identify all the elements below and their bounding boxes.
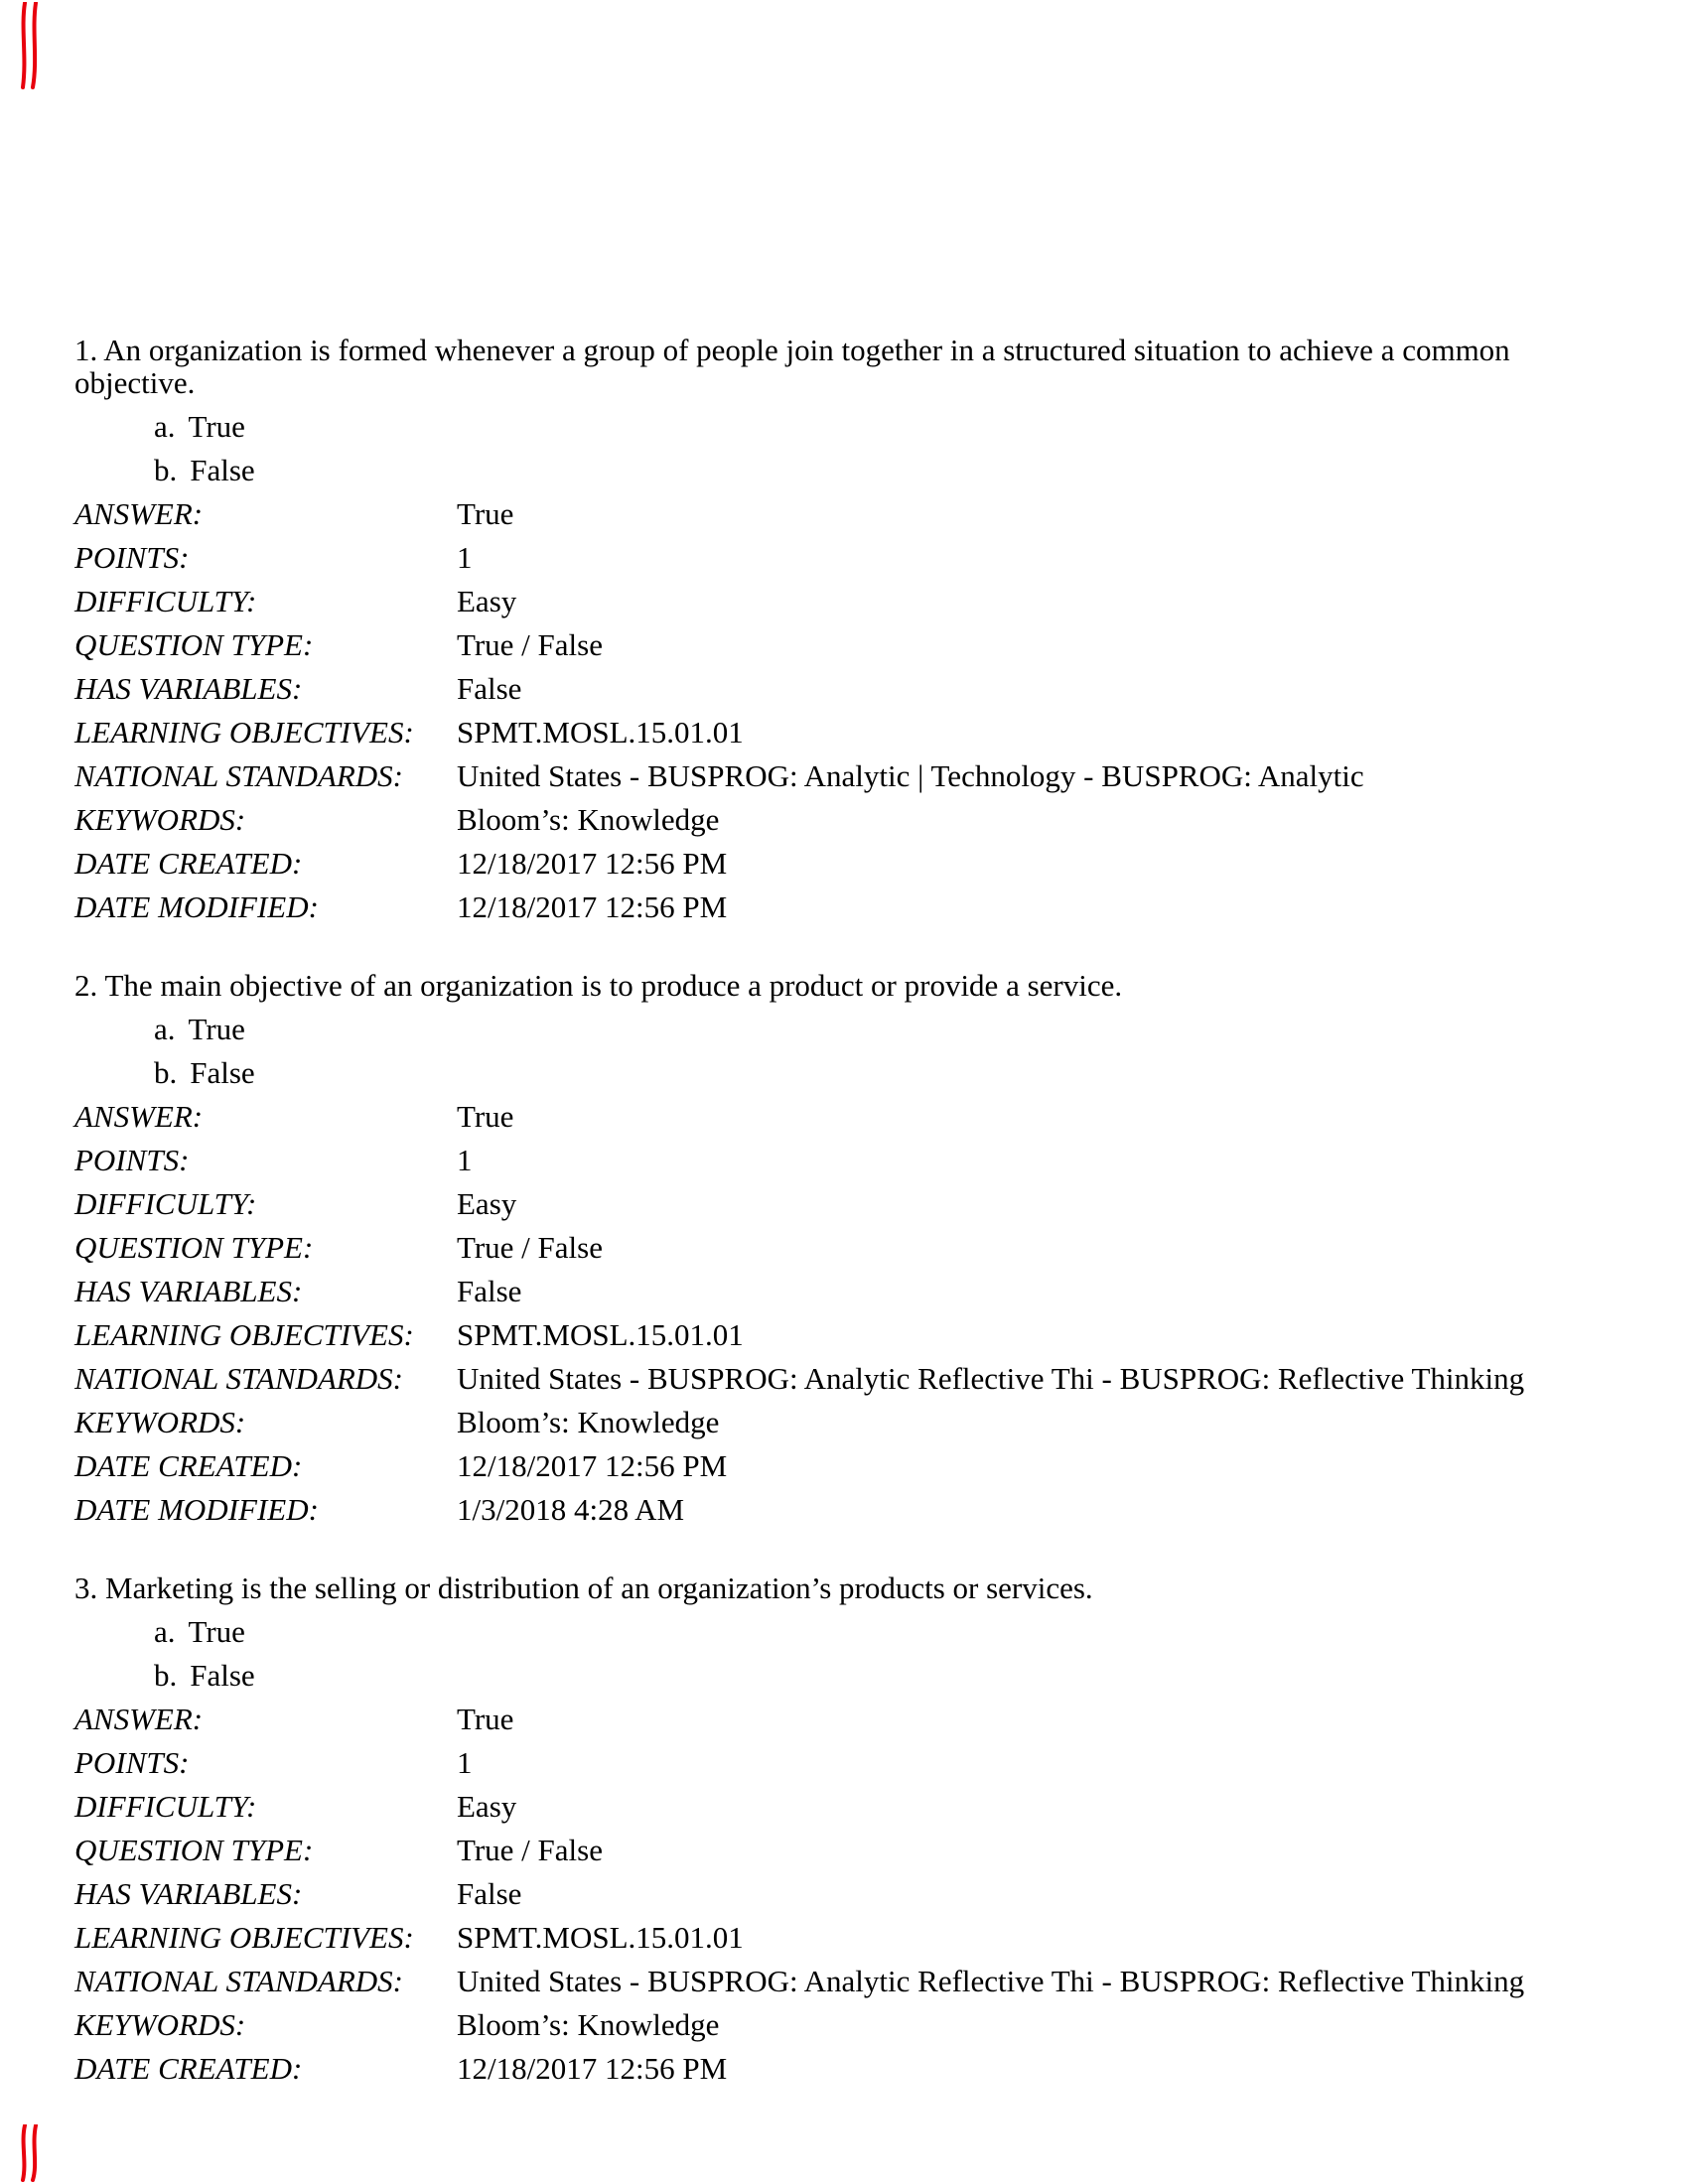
question-number: 2. [74,968,98,1003]
meta-label: LEARNING OBJECTIVES: [74,1317,414,1352]
meta-row-date-created [74,2052,1618,2085]
meta-value: Bloom’s: Knowledge [457,2007,720,2042]
red-pen-mark-bottom-icon [18,2124,44,2182]
answer-option-a [154,1615,1618,1648]
answer-option-b [154,454,1618,486]
option-letter: b. [154,1658,178,1693]
option-letter: a. [154,409,176,444]
question-block-3 [74,1571,1618,2085]
question-text [74,334,1618,399]
meta-value: True / False [457,1833,603,1867]
option-letter: b. [154,1055,178,1090]
meta-value: Easy [457,584,517,618]
option-label: True [188,409,245,444]
meta-row-answer [74,497,1618,530]
meta-value: SPMT.MOSL.15.01.01 [457,1920,744,1955]
meta-value: True [457,1099,514,1134]
question-number: 1. [74,333,98,367]
question-body: Marketing is the selling or distribution of an organization’s products or services. [105,1570,1093,1605]
meta-value: United States - BUSPROG: Analytic | Technology - BUSPROG: Analytic [457,758,1364,793]
red-pen-mark-top-icon [18,2,44,89]
meta-label: NATIONAL STANDARDS: [74,758,403,793]
option-label: True [188,1614,245,1649]
meta-row-date-modified [74,1493,1618,1526]
meta-row-points [74,1746,1618,1779]
question-body: The main objective of an organization is to produce a product or provide a service. [104,968,1123,1003]
meta-row-answer [74,1703,1618,1735]
meta-value: False [457,1274,522,1308]
meta-value: 1 [457,540,473,575]
meta-row-keywords [74,1406,1618,1438]
option-letter: a. [154,1614,176,1649]
meta-row-learning-objectives [74,716,1618,749]
meta-label: DIFFICULTY: [74,584,257,618]
meta-row-learning-objectives [74,1921,1618,1954]
meta-value: Easy [457,1789,517,1824]
meta-label: NATIONAL STANDARDS: [74,1964,403,1998]
option-label: False [190,1055,255,1090]
meta-label: DIFFICULTY: [74,1789,257,1824]
meta-label: LEARNING OBJECTIVES: [74,715,414,750]
meta-row-date-modified [74,890,1618,923]
option-letter: a. [154,1012,176,1046]
option-letter: b. [154,453,178,487]
answer-option-b [154,1056,1618,1089]
meta-label: QUESTION TYPE: [74,1230,314,1265]
meta-value: True [457,496,514,531]
meta-label: DATE CREATED: [74,1448,303,1483]
meta-label: HAS VARIABLES: [74,1876,303,1911]
meta-value: True [457,1702,514,1736]
meta-row-points [74,1144,1618,1176]
meta-row-national-standards [74,1362,1618,1395]
meta-row-difficulty [74,585,1618,617]
question-text [74,969,1618,1002]
meta-value: True / False [457,627,603,662]
meta-label: KEYWORDS: [74,802,246,837]
meta-label: POINTS: [74,1745,190,1780]
meta-row-has-variables [74,1877,1618,1910]
meta-value: United States - BUSPROG: Analytic Reflective Thi - BUSPROG: Reflective Thinking [457,1361,1525,1396]
meta-row-difficulty [74,1187,1618,1220]
meta-label: POINTS: [74,1143,190,1177]
meta-label: POINTS: [74,540,190,575]
meta-value: 12/18/2017 12:56 PM [457,2051,728,2086]
meta-value: 1/3/2018 4:28 AM [457,1492,685,1527]
test-bank-content [74,334,1618,2085]
meta-row-difficulty [74,1790,1618,1823]
meta-label: DATE CREATED: [74,2051,303,2086]
meta-label: QUESTION TYPE: [74,627,314,662]
meta-value: Easy [457,1186,517,1221]
option-label: False [190,453,255,487]
meta-value: 12/18/2017 12:56 PM [457,1448,728,1483]
answer-option-a [154,410,1618,443]
meta-row-answer [74,1100,1618,1133]
question-block-1 [74,334,1618,923]
meta-label: ANSWER: [74,1099,204,1134]
meta-label: KEYWORDS: [74,2007,246,2042]
meta-label: DATE MODIFIED: [74,889,319,924]
meta-row-question-type [74,1231,1618,1264]
meta-row-points [74,541,1618,574]
meta-row-question-type [74,628,1618,661]
answer-option-b [154,1659,1618,1692]
meta-value: Bloom’s: Knowledge [457,802,720,837]
meta-label: LEARNING OBJECTIVES: [74,1920,414,1955]
meta-row-learning-objectives [74,1318,1618,1351]
meta-row-date-created [74,847,1618,880]
question-body: An organization is formed whenever a group of people join together in a structured situation to achieve a common objective. [74,333,1510,400]
meta-value: 12/18/2017 12:56 PM [457,889,728,924]
meta-label: DATE MODIFIED: [74,1492,319,1527]
meta-row-keywords [74,2008,1618,2041]
meta-row-national-standards [74,759,1618,792]
meta-value: False [457,671,522,706]
meta-value: 1 [457,1745,473,1780]
answer-option-a [154,1013,1618,1045]
meta-row-date-created [74,1449,1618,1482]
meta-label: DIFFICULTY: [74,1186,257,1221]
meta-label: NATIONAL STANDARDS: [74,1361,403,1396]
meta-value: United States - BUSPROG: Analytic Reflective Thi - BUSPROG: Reflective Thinking [457,1964,1525,1998]
meta-value: Bloom’s: Knowledge [457,1405,720,1439]
option-label: True [188,1012,245,1046]
meta-row-keywords [74,803,1618,836]
meta-row-has-variables [74,1275,1618,1307]
meta-label: QUESTION TYPE: [74,1833,314,1867]
meta-value: True / False [457,1230,603,1265]
meta-label: ANSWER: [74,496,204,531]
meta-label: HAS VARIABLES: [74,1274,303,1308]
question-number: 3. [74,1570,98,1605]
meta-label: ANSWER: [74,1702,204,1736]
meta-value: 1 [457,1143,473,1177]
option-label: False [190,1658,255,1693]
question-block-2 [74,969,1618,1526]
question-text [74,1571,1618,1604]
meta-value: SPMT.MOSL.15.01.01 [457,1317,744,1352]
meta-label: DATE CREATED: [74,846,303,881]
meta-label: KEYWORDS: [74,1405,246,1439]
meta-row-has-variables [74,672,1618,705]
meta-value: SPMT.MOSL.15.01.01 [457,715,744,750]
meta-value: False [457,1876,522,1911]
meta-row-national-standards [74,1965,1618,1997]
meta-row-question-type [74,1834,1618,1866]
meta-value: 12/18/2017 12:56 PM [457,846,728,881]
meta-label: HAS VARIABLES: [74,671,303,706]
